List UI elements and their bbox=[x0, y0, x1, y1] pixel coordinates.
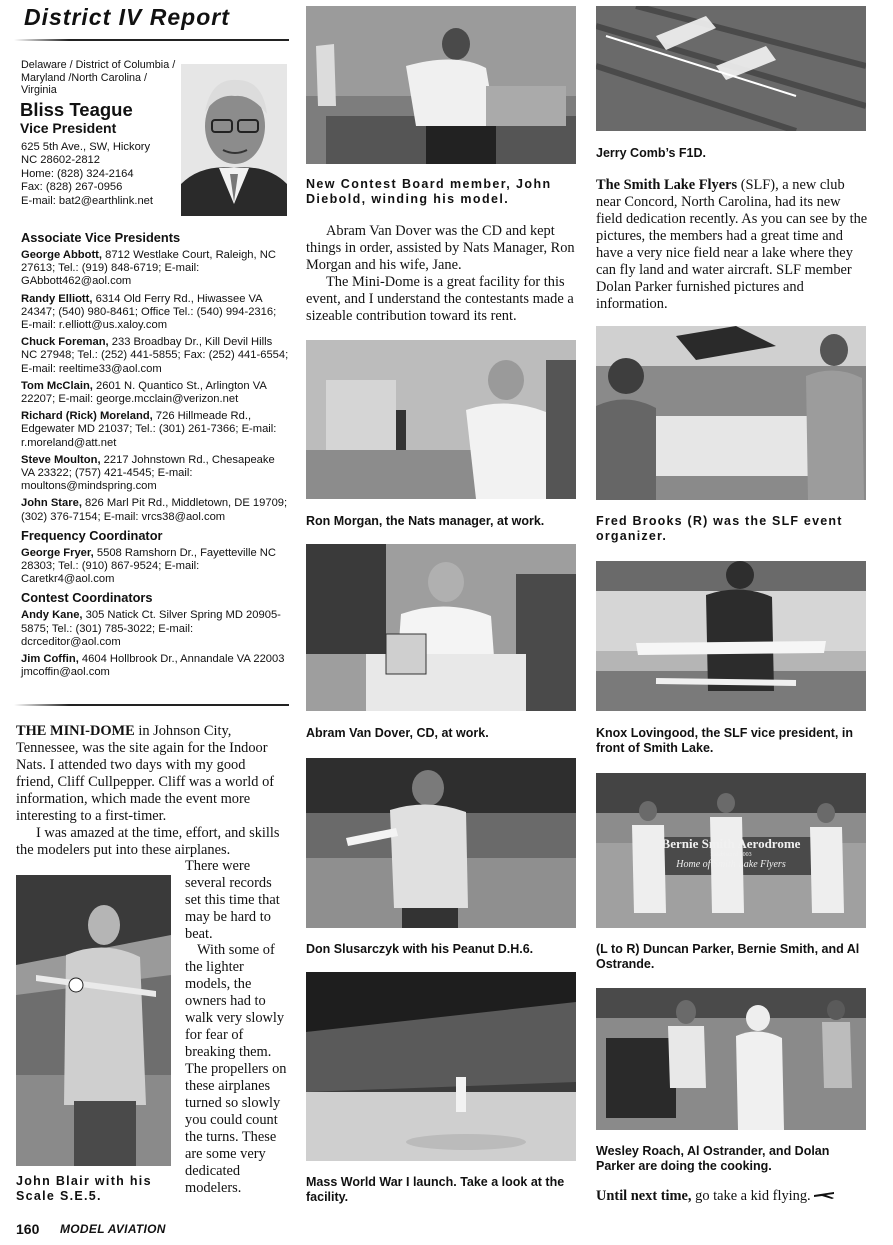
vp-address-line: NC 28602-2812 bbox=[21, 154, 100, 167]
contact-entry bbox=[21, 497, 289, 523]
lovingood-caption: Knox Lovingood, the SLF vice president, in front of Smith Lake. bbox=[596, 726, 853, 755]
vp-role: Vice President bbox=[20, 120, 117, 136]
cooking-photo bbox=[596, 988, 866, 1130]
cooking-caption: Wesley Roach, Al Ostrander, and Dolan Parker are doing the cooking. bbox=[596, 1144, 830, 1173]
brooks-photo bbox=[596, 326, 866, 500]
contact-details: 726 Hillmeade Rd., Edgewater MD 21037; Tel.: (301) 261-7366; E-mail: r.moreland@att.net bbox=[21, 410, 277, 449]
closing-text: go take a kid flying. bbox=[691, 1188, 811, 1204]
slusarczyk-photo bbox=[306, 758, 576, 928]
slusarczyk-caption: Don Slusarczyk with his Peanut D.H.6. bbox=[306, 942, 534, 956]
contact-details: 233 Broadbay Dr., Kill Devil Hills NC 27948; Tel.: (252) 441-5855; Fax: (252) 441-6554; E-mail: reeltime33@aol.com bbox=[21, 336, 289, 375]
aerodrome-banner bbox=[651, 837, 811, 875]
contact-details: 826 Marl Pit Rd., Middletown, DE 19709; (302) 376-7154; E-mail: vrcs38@aol.com bbox=[21, 497, 288, 523]
slf-paragraph bbox=[596, 177, 868, 313]
brooks-caption: Fred Brooks (R) was the SLF event organizer. bbox=[596, 514, 843, 543]
frequency-heading: Frequency Coordinator bbox=[21, 527, 163, 543]
van-dover-photo bbox=[306, 544, 576, 711]
contact-details: 6314 Old Ferry Rd., Hiwassee VA 24347; (540) 980-8461; Office Tel.: (540) 994-2316; E-mail: r.elliott@us.xaloy.com bbox=[21, 292, 277, 332]
vp-address bbox=[21, 141, 153, 208]
plane-logo-icon bbox=[814, 1188, 834, 1205]
vp-address-line: Fax: (828) 267-0956 bbox=[21, 181, 123, 194]
van-dover-caption: Abram Van Dover, CD, at work. bbox=[306, 726, 489, 740]
diebold-photo bbox=[306, 6, 576, 164]
contact-name: Randy Elliott, bbox=[21, 292, 93, 305]
minidome-facility-paragraph: The Mini-Dome is a great facility for this event, and I understand the contestants made a sizeable contribution toward its rent. bbox=[306, 274, 574, 324]
minidome-paragraph bbox=[16, 723, 286, 825]
contact-details: 4604 Hollbrook Dr., Annandale VA 22003 jmcoffin@aol.com bbox=[21, 653, 285, 679]
closing-lead: Until next time, bbox=[596, 1188, 692, 1204]
john-blair-photo bbox=[16, 875, 171, 1166]
vp-email: E-mail: bat2@earthlink.net bbox=[21, 194, 153, 207]
contact-name: Chuck Foreman, bbox=[21, 336, 109, 349]
banner-subtitle: Home of Smith Lake Flyers bbox=[676, 859, 786, 870]
ron-morgan-photo bbox=[306, 340, 576, 499]
vp-name: Bliss Teague bbox=[20, 99, 133, 120]
diebold-caption: New Contest Board member, John Diebold, winding his model. bbox=[306, 177, 552, 206]
contact-name: Andy Kane, bbox=[21, 609, 83, 622]
parker-smith-photo bbox=[596, 773, 866, 928]
contact-entry bbox=[21, 410, 289, 450]
contact-name: Jim Coffin, bbox=[21, 653, 79, 666]
magazine-name: MODEL AVIATION bbox=[60, 1222, 166, 1236]
contact-name: Richard (Rick) Moreland, bbox=[21, 410, 153, 423]
lovingood-photo bbox=[596, 561, 866, 711]
contact-name: George Fryer, bbox=[21, 546, 94, 559]
contact-details: 5508 Ramshorn Dr., Fayetteville NC 28303; Tel.: (910) 867-9524; E-mail: Caretkr4@aol.com bbox=[21, 546, 276, 586]
contact-entry bbox=[21, 380, 289, 406]
vp-address-line: Home: (828) 324-2164 bbox=[21, 167, 134, 180]
contact-entry bbox=[21, 249, 289, 289]
f1d-caption: Jerry Comb’s F1D. bbox=[596, 146, 706, 160]
contest-heading: Contest Coordinators bbox=[21, 590, 153, 606]
contact-entry bbox=[21, 653, 289, 679]
contact-entry bbox=[21, 293, 289, 333]
contact-entry bbox=[21, 336, 289, 376]
slf-text: (SLF), a new club near Concord, North Carolina, had its new field dedication recently. As you can see by the pictures, the members had a great time and have a very nice field near a lake where they can fly land and water aircraft. SLF member Dolan Parker furnished pictures and information. bbox=[596, 177, 868, 312]
page-number: 160 bbox=[16, 1221, 40, 1237]
mass-launch-caption: Mass World War I launch. Take a look at the facility. bbox=[306, 1175, 565, 1204]
contacts-block bbox=[21, 226, 289, 683]
contact-details: 2217 Johnstown Rd., Chesapeake VA 23322; (757) 421-4545; E-mail: moultons@mindspring.com bbox=[21, 453, 275, 493]
banner-title: Bernie Smith Aerodrome bbox=[661, 836, 801, 851]
minidome-lead: THE MINI-DOME bbox=[16, 723, 135, 739]
contact-name: Steve Moulton, bbox=[21, 453, 101, 466]
contact-details: 8712 Westlake Court, Raleigh, NC 27613; Tel.: (919) 848-6719; E-mail: GAbbott462@aol.com bbox=[21, 249, 276, 288]
contact-details: 305 Natick Ct. Silver Spring MD 20905-5875; Tel.: (301) 785-3022; E-mail: dcrceditor@aol.com bbox=[21, 609, 281, 648]
john-blair-caption: John Blair with his Scale S.E.5. bbox=[16, 1174, 152, 1203]
contact-name: John Stare, bbox=[21, 497, 82, 510]
minidome-paragraph-2: I was amazed at the time, effort, and skills the modelers put into these airplanes. bbox=[16, 825, 280, 858]
contact-entry bbox=[21, 609, 289, 649]
minidome-paragraph-4: With some of the lighter models, the owners had to walk very slowly for fear of breaking them. The propellers on these airplanes turned so slowly you could count the turns. These are some very dedicated modelers. bbox=[185, 942, 287, 1196]
banner-established: Established 2003 bbox=[710, 852, 752, 858]
cd-paragraph: Abram Van Dover was the CD and kept things in order, assisted by Nats Manager, Ron Morgan and his wife, Jane. bbox=[306, 223, 575, 273]
contact-name: Tom McClain, bbox=[21, 379, 93, 392]
minidome-paragraph-3: There were several records set this time that may be hard to beat. bbox=[185, 858, 280, 942]
contact-details: 2601 N. Quantico St., Arlington VA 22207; E-mail: george.mcclain@verizon.net bbox=[21, 379, 267, 406]
vp-region: Delaware / District of Columbia / Maryland /North Carolina / Virginia bbox=[21, 59, 176, 96]
closing-line bbox=[596, 1188, 868, 1205]
contact-name: George Abbott, bbox=[21, 249, 102, 261]
parker-smith-caption: (L to R) Duncan Parker, Bernie Smith, and Al Ostrande. bbox=[596, 942, 860, 971]
header-rule bbox=[14, 39, 289, 41]
contact-entry bbox=[21, 454, 289, 494]
contact-entry bbox=[21, 547, 289, 587]
slf-lead: The Smith Lake Flyers bbox=[596, 177, 738, 193]
mass-launch-photo bbox=[306, 972, 576, 1161]
section-title: District IV Report bbox=[24, 4, 230, 30]
avp-heading: Associate Vice Presidents bbox=[21, 230, 181, 245]
minidome-text: in Johnson City, Tennessee, was the site again for the Indoor Nats. I attended two days with my good friend, Cliff Cullpepper. Cliff was a world of information, which made the event more interesting to a first-timer. bbox=[16, 723, 275, 824]
vp-portrait-photo bbox=[181, 64, 287, 216]
f1d-photo bbox=[596, 6, 866, 131]
contacts-rule bbox=[14, 704, 289, 706]
ron-morgan-caption: Ron Morgan, the Nats manager, at work. bbox=[306, 514, 545, 528]
vp-address-line: 625 5th Ave., SW, Hickory bbox=[21, 141, 151, 153]
